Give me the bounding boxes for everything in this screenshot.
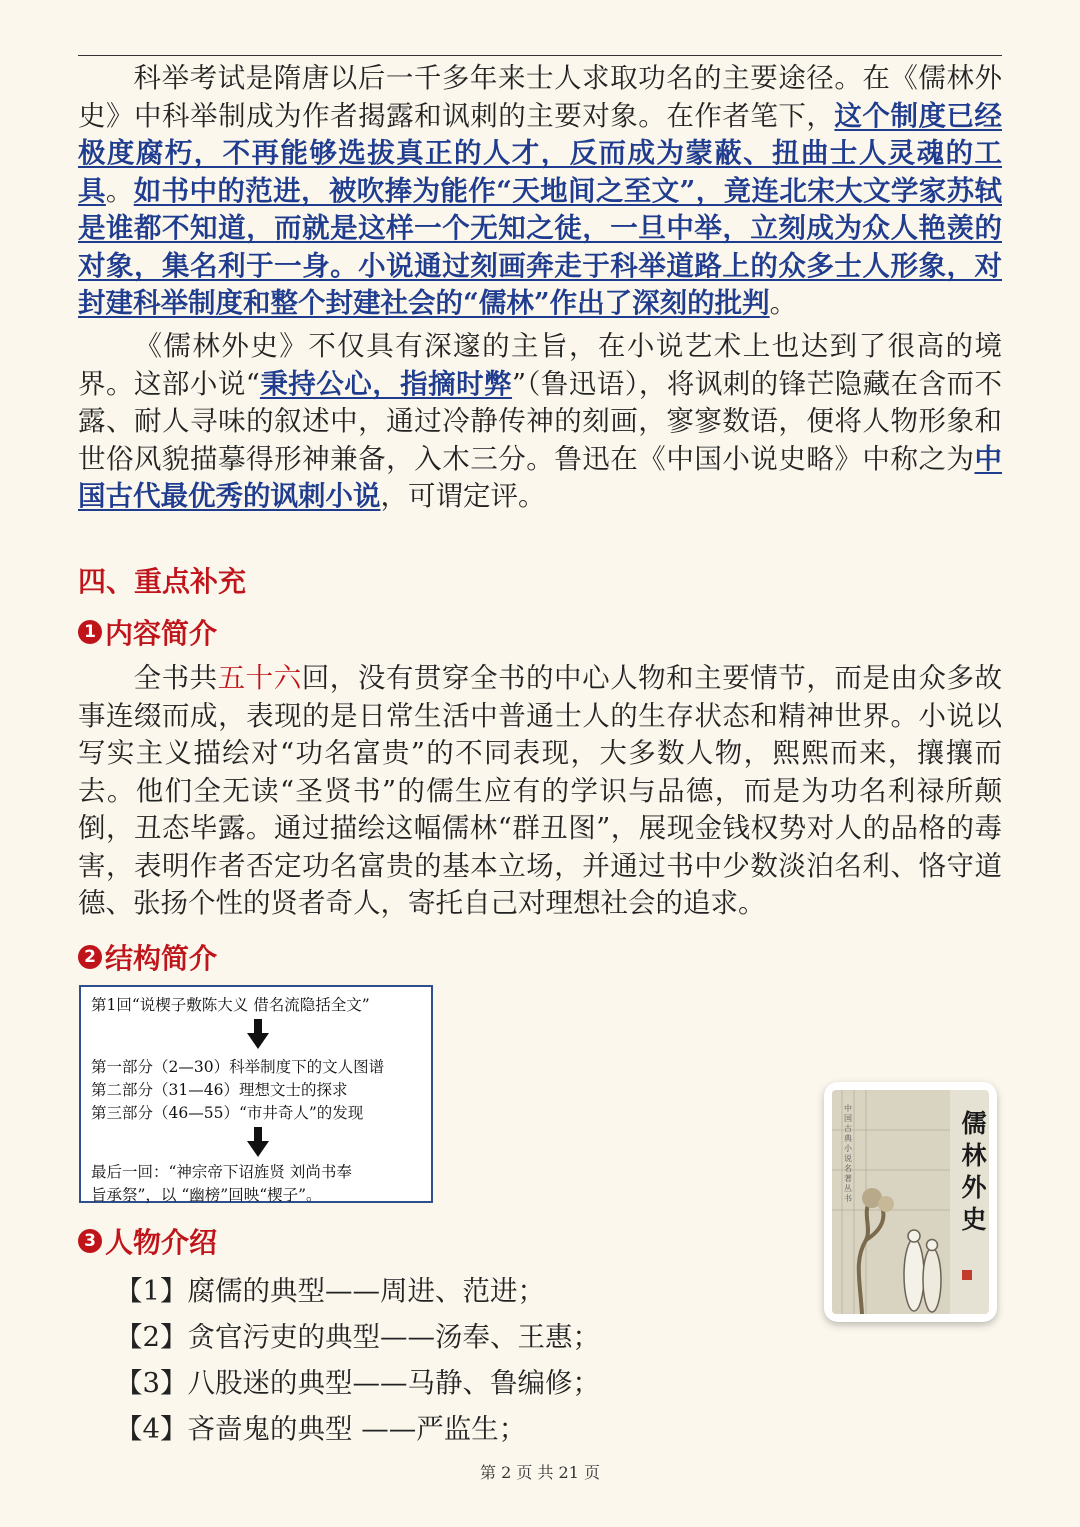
list-item: 【4】吝啬鬼的典型 ——严监生；	[115, 1413, 527, 1445]
subheading-title: 结构简介	[105, 942, 218, 975]
paragraph-text: 科举考试是隋唐以后一千多年来士人求取功名的主要途径。在《儒林外史》中科举制成为作者揭露和讽刺的主要对象。在作者笔下，	[78, 62, 1002, 132]
subheading-title: 内容简介	[105, 617, 218, 650]
number-badge-icon: 1	[78, 620, 102, 644]
list-item: 【2】贪官污吏的典型——汤奉、王惠；	[115, 1321, 600, 1353]
diagram-line: 第一部分（2—30）科举制度下的文人图谱	[91, 1058, 385, 1076]
highlight-text: 如书中的范进，被吹捧为能作“天地间之至文”，竟连北宋大文学家苏轼是谁都不知道，而就是这样一个无知之徒，一旦中举，立刻成为众人艳羡的对象，集名利于一身。小说通过刻画奔走于科举道路上的众多士人形象，对封建科举制度和整个封建社会的“儒林”作出了深刻的批判	[78, 174, 1002, 319]
book-cover-image	[824, 1082, 997, 1322]
diagram-line: 第1回“说楔子敷陈大义 借名流隐括全文”	[91, 996, 370, 1014]
diagram-line: 最后一回：“神宗帝下诏旌贤 刘尚书奉	[91, 1163, 352, 1181]
number-badge-icon: 2	[78, 945, 102, 969]
highlight-text: 这个制度已经极度腐朽，不再能够选拔真正的人才，反而成为蒙蔽、扭曲士人灵魂的工具	[78, 99, 1002, 207]
number-badge-icon: 3	[78, 1229, 102, 1253]
highlight-text: 中国古代最优秀的讽刺小说	[78, 442, 1002, 512]
paragraph-text: 回，没有贯穿全书的中心人物和主要情节，而是由众多故事连缀而成，表现的是日常生活中普通士人的生存状态和精神世界。小说以写实主义描绘对“功名富贵”的不同表现，大多数人物，熙熙而来，攘攘而去。他们全无读“圣贤书”的儒生应有的学识与品德，而是为功名利禄所颠倒，丑态毕露。通过描绘这幅儒林“群丑图”，展现金钱权势对人的品格的毒害，表明作者否定功名富贵的基本立场，并通过书中少数淡泊名利、恪守道德、张扬个性的贤者奇人，寄托自己对理想社会的追求。	[78, 662, 1003, 919]
paragraph-text: 。	[769, 287, 798, 319]
down-arrow-icon	[247, 1019, 269, 1049]
section-title: 四、重点补充	[78, 565, 247, 598]
section-heading	[78, 560, 246, 600]
highlight-red-text: 五十六	[217, 662, 302, 694]
book-title: 儒林外史	[961, 1109, 987, 1234]
paragraph-text: 全书共	[133, 662, 218, 694]
down-arrow-icon	[247, 1127, 269, 1157]
highlight-text: 秉持公心，指摘时弊	[259, 367, 513, 400]
diagram-line: 第二部分（31—46）理想文士的探求	[91, 1081, 348, 1099]
paragraph-text: ，可谓定评。	[380, 480, 546, 512]
paragraph-content-summary	[78, 660, 1002, 923]
header-rule	[78, 55, 1002, 56]
paragraph-text: 。	[105, 174, 134, 207]
diagram-line: 旨承祭”，以 “幽榜”回映“楔子”。	[91, 1186, 322, 1204]
page-footer: 第 2 页 共 21 页	[480, 1463, 600, 1482]
diagram-line: 第三部分（46—55）“市井奇人”的发现	[91, 1104, 364, 1122]
paragraph-art	[78, 328, 1002, 516]
subheading-structure	[78, 937, 217, 977]
book-series: 中国古典小说名著丛书	[844, 1104, 852, 1203]
list-item: 【1】腐儒的典型——周进、范进；	[115, 1275, 545, 1307]
subheading-content	[78, 612, 217, 652]
structure-diagram	[79, 985, 433, 1203]
subheading-title: 人物介绍	[105, 1226, 218, 1259]
paragraph-imperial-exam	[78, 60, 1002, 323]
list-item: 【3】八股迷的典型——马静、鲁编修；	[115, 1367, 600, 1399]
subheading-characters	[78, 1221, 217, 1261]
paragraph-text: 《儒林外史》不仅具有深邃的主旨，在小说艺术上也达到了很高的境界。这部小说“	[78, 330, 1002, 400]
paragraph-text: ”（鲁迅语），将讽刺的锋芒隐藏在含而不露、耐人寻味的叙述中，通过冷静传神的刻画，寥寥数语，便将人物形象和世俗风貌描摹得形神兼备，入木三分。鲁迅在《中国小说史略》中称之为	[78, 367, 1003, 475]
book-cover-art	[832, 1090, 989, 1314]
